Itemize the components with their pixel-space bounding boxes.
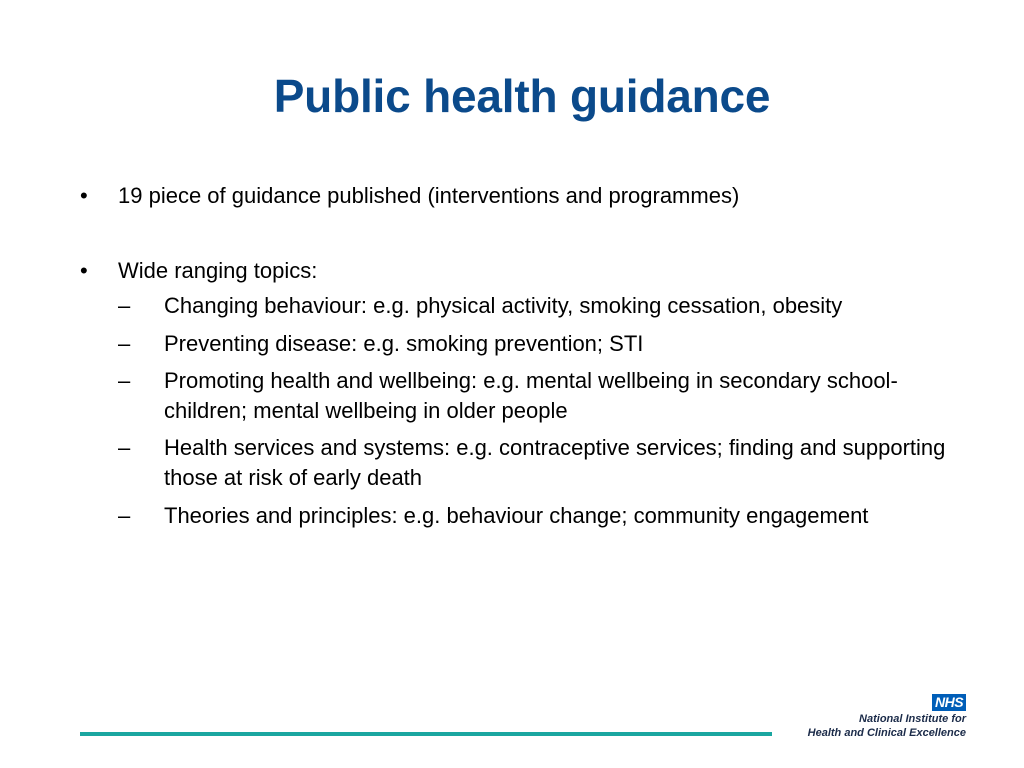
sub-bullet-mark: – xyxy=(118,503,131,528)
bullet-mark: • xyxy=(80,183,88,208)
bullet-text: 19 piece of guidance published (interventions and programmes) xyxy=(118,183,740,208)
bullet-text: Wide ranging topics: xyxy=(118,258,318,283)
logo-org-line-1: National Institute for xyxy=(859,713,966,725)
sub-bullet-text: Promoting health and wellbeing: e.g. mental wellbeing in secondary school-children; mental wellbeing in older people xyxy=(164,368,898,423)
sub-bullet-text: Theories and principles: e.g. behaviour change; community engagement xyxy=(164,503,869,528)
nhs-logo-badge: NHS xyxy=(932,694,966,711)
sub-bullet-text: Preventing disease: e.g. smoking prevention; STI xyxy=(164,331,644,356)
slide-title: Public health guidance xyxy=(273,70,771,122)
sub-bullet-text: Changing behaviour: e.g. physical activity, smoking cessation, obesity xyxy=(164,293,843,318)
sub-bullet-mark: – xyxy=(118,293,131,318)
sub-bullet-mark: – xyxy=(118,435,131,460)
sub-bullet-mark: – xyxy=(118,368,131,393)
footer-divider xyxy=(80,732,772,736)
logo-org-line-2: Health and Clinical Excellence xyxy=(807,727,966,739)
sub-bullet-mark: – xyxy=(118,331,131,356)
sub-bullet-text: Health services and systems: e.g. contraceptive services; finding and supporting those at risk of early death xyxy=(164,435,946,490)
bullet-mark: • xyxy=(80,258,88,283)
nice-logo xyxy=(806,694,966,740)
